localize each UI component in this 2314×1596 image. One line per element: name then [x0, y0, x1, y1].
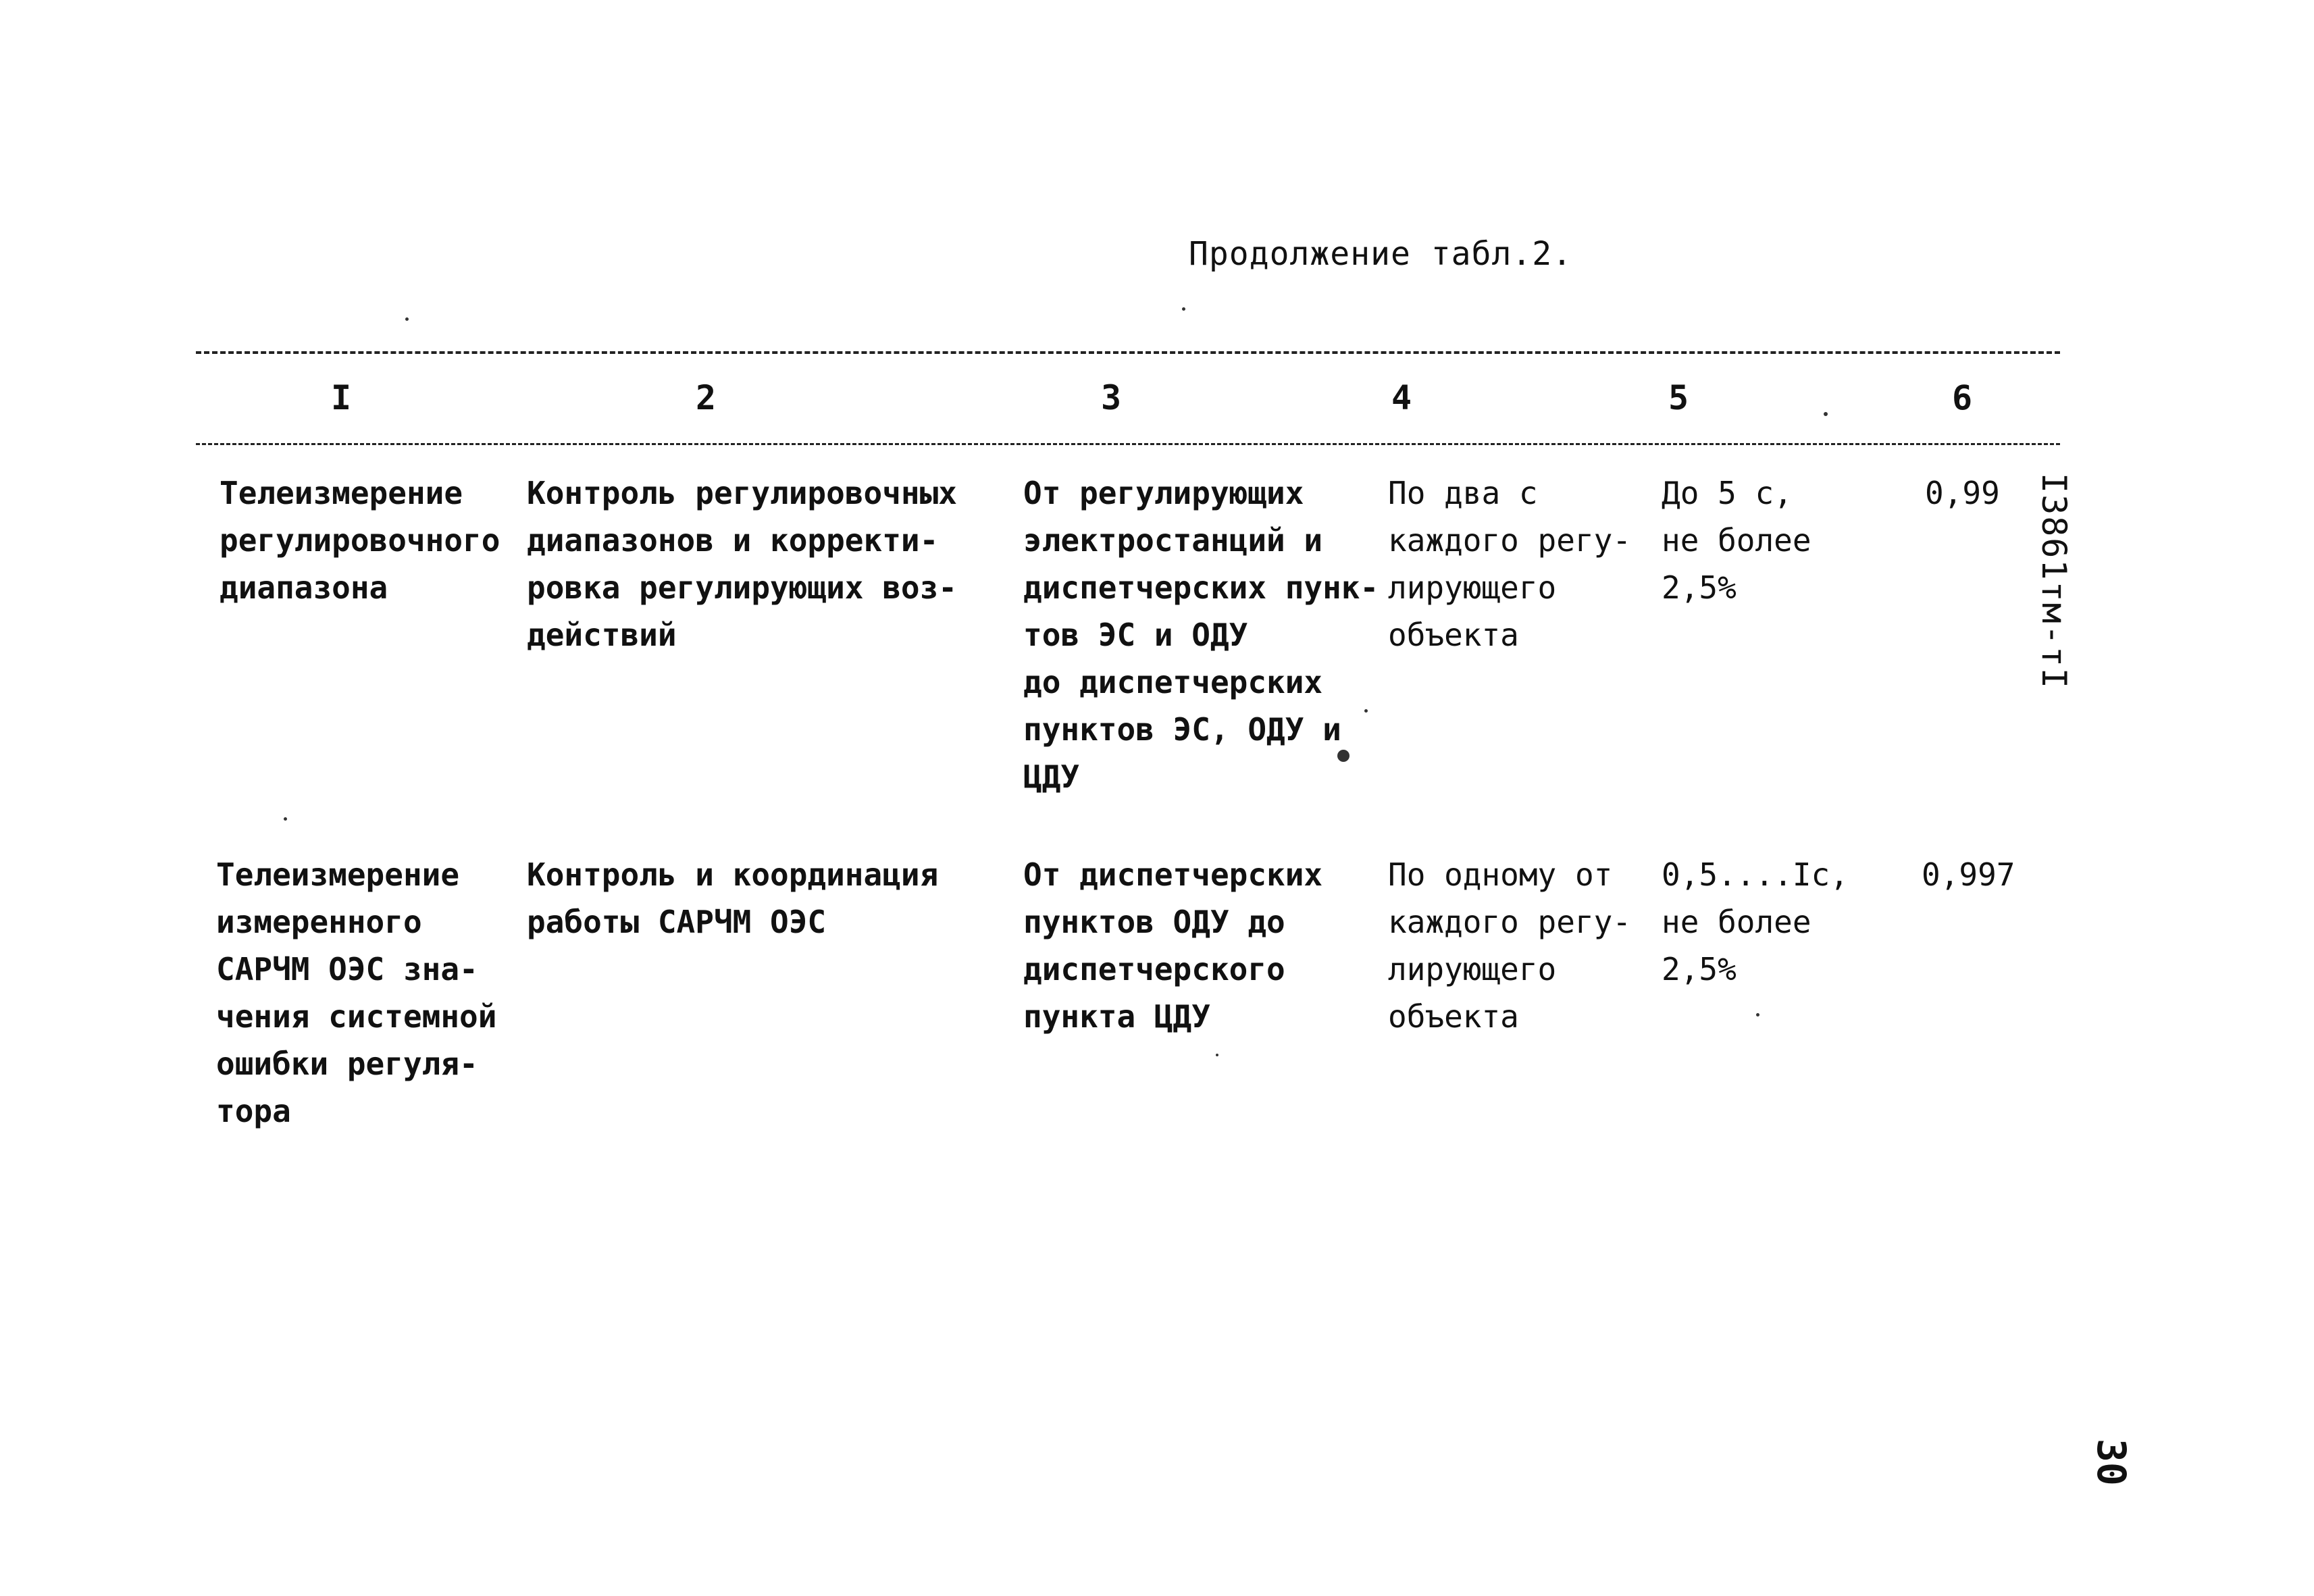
- scan-speck: [1216, 1054, 1218, 1056]
- row1-time-accuracy: До 5 с, не более 2,5%: [1662, 475, 1811, 606]
- column-number-3: 3: [1101, 378, 1122, 417]
- column-number-5: 5: [1668, 378, 1689, 417]
- scan-speck: [1364, 709, 1368, 713]
- scan-speck: [1182, 307, 1185, 311]
- row2-purpose: Контроль и координация работы САРЧМ ОЭС: [527, 856, 939, 940]
- page-number: 30: [2088, 1439, 2134, 1486]
- column-number-6: 6: [1952, 378, 1973, 417]
- column-number-2: 2: [696, 378, 717, 417]
- row2-time-accuracy: 0,5....Iс, не более 2,5%: [1662, 856, 1849, 987]
- table-top-rule: [196, 351, 2060, 354]
- document-side-code: I3861тм-тI: [2034, 473, 2074, 690]
- scan-speck: [284, 817, 287, 821]
- scan-speck: [1824, 412, 1828, 416]
- row2-parameter: Телеизмерение измеренного САРЧМ ОЭС зна- чения системной ошибки регуля- тора: [216, 856, 497, 1129]
- row1-purpose: Контроль регулировочных диапазонов и корректи- ровка регулирующих воз- действий: [527, 475, 957, 653]
- row1-direction: От регулирующих электростанций и диспетчерских пунк- тов ЭС и ОДУ до диспетчерских пунктов ЭС, ОДУ и ЦДУ: [1023, 475, 1379, 795]
- column-number-4: 4: [1391, 378, 1412, 417]
- row2-quantity: По одному от каждого регу- лирующего объекта: [1388, 856, 1632, 1035]
- row2-direction: От диспетчерских пунктов ОДУ до диспетчерского пункта ЦДУ: [1023, 856, 1323, 1035]
- scan-speck: [1756, 1013, 1759, 1016]
- row1-parameter: Телеизмерение регулировочного диапазона: [220, 475, 500, 606]
- scan-speck: [405, 317, 409, 321]
- row1-quantity: По два с каждого регу- лирующего объекта: [1388, 475, 1632, 653]
- header-bottom-rule: [196, 443, 2060, 445]
- scan-speck: [1337, 750, 1349, 762]
- row2-reliability: 0,997: [1922, 856, 2015, 893]
- table-continuation-heading: Продолжение табл.2.: [1189, 235, 1573, 273]
- row1-reliability: 0,99: [1925, 475, 2000, 511]
- column-number-1: I: [331, 378, 352, 417]
